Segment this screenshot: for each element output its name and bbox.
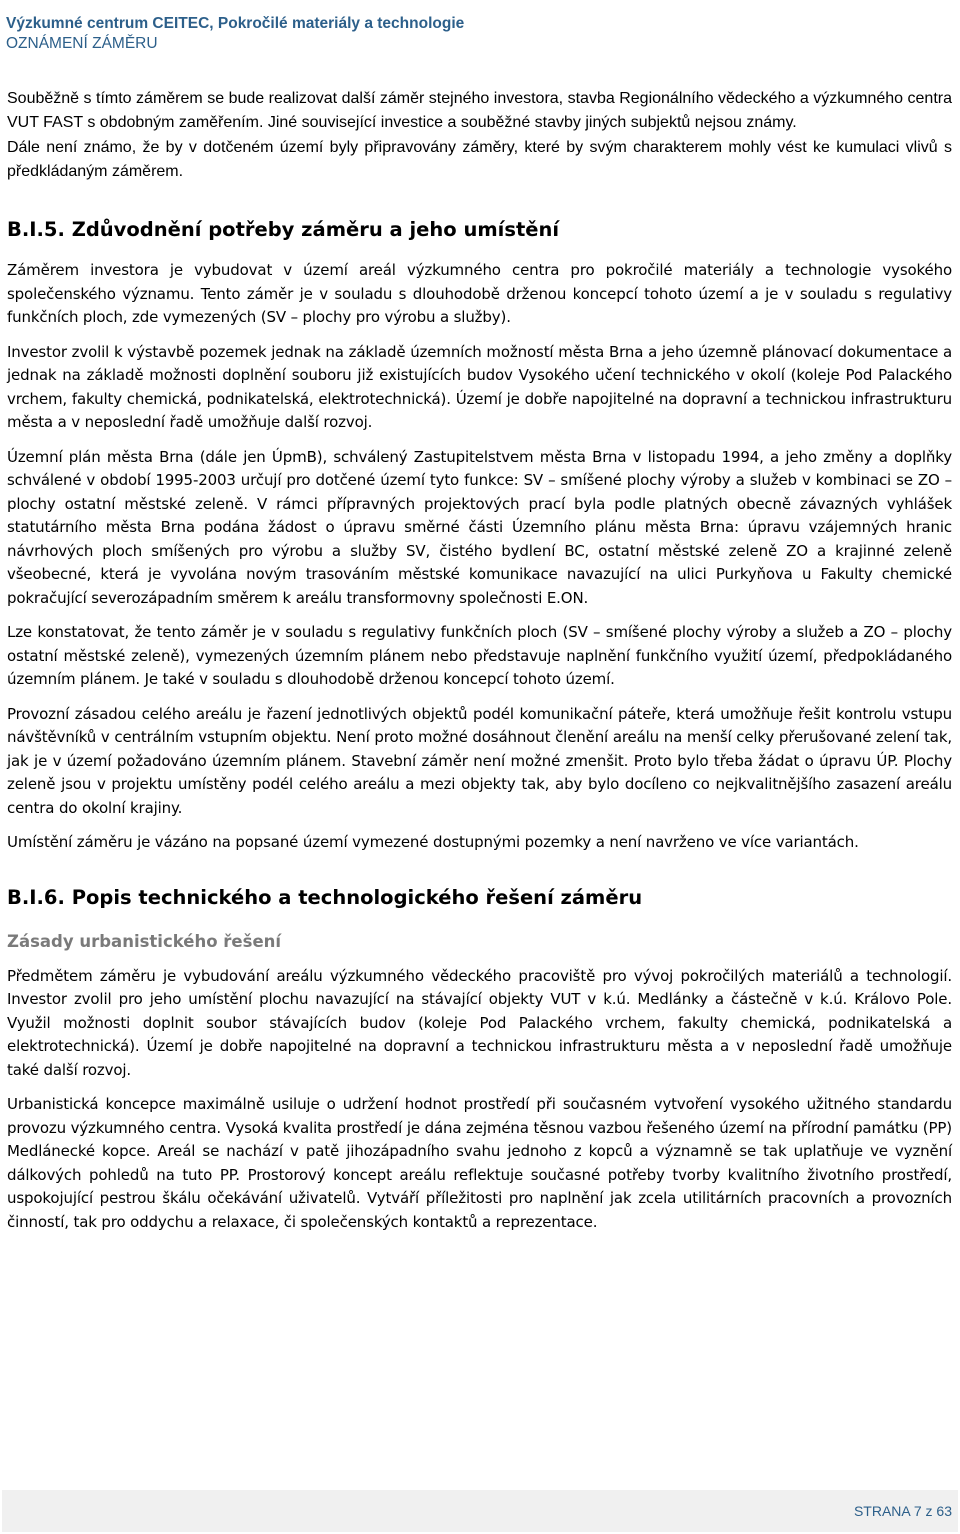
intro-paragraph-1: Souběžně s tímto záměrem se bude realizovat další záměr stejného investora, stavba Regionálního vědeckého a výzkumného centra VUT FAST s obdobným zaměřením. Jiné související investice a souběžné stavby jiných subjektů nejsou známy. xyxy=(7,90,952,131)
section-heading-b-i-5: B.I.5. Zdůvodnění potřeby záměru a jeho umístění xyxy=(7,218,560,241)
header-title: Výzkumné centrum CEITEC, Pokročilé materiály a technologie xyxy=(6,15,465,32)
section5-paragraph-1: Záměrem investora je vybudovat v území areál výzkumného centra pro pokročilé materiály a technologie vysokého společenského významu. Tento záměr je v souladu s dlouhodobě drženou koncepcí tohoto území a je v souladu s regulativy funkčních ploch, zde vymezených (SV – plochy pro výrobu a služby). xyxy=(7,261,952,326)
intro-paragraph-2: Dále není známo, že by v dotčeném území byly připravovány záměry, které by svým charakterem mohly vést ke kumulaci vlivů s předkládaným záměrem. xyxy=(7,139,952,180)
section-heading-b-i-6: B.I.6. Popis technického a technologického řešení záměru xyxy=(7,885,643,909)
page-header xyxy=(6,14,950,54)
section5-paragraph-2: Investor zvolil k výstavbě pozemek jednak na základě územních možností města Brna a jeho územně plánovací dokumentace a jednak na základě možnosti doplnění souboru již existujících budov Vysokého učení technického v okolí (koleje Pod Palackého vrchem, fakulty chemická, podnikatelská, elektrotechnická). Území je dobře napojitelné na dopravní a technickou infrastrukturu města a v neposlední řadě umožňuje další rozvoj. xyxy=(7,342,952,431)
section5-paragraph-4: Lze konstatovat, že tento záměr je v souladu s regulativy funkčních ploch (SV – smíšené plochy výroby a služeb a ZO – plochy ostatní městské zeleně), vymezených územním plánem nebo představuje naplnění funkčního využití území, předpokládaného územním plánem. Je také v souladu s dlouhodobě drženou koncepcí tohoto území. xyxy=(7,623,952,688)
page-number: STRANA 7 z 63 xyxy=(853,1503,952,1519)
section5-paragraph-6: Umístění záměru je vázáno na popsané území vymezené dostupnými pozemky a není navrženo ve více variantách. xyxy=(7,833,859,851)
section6-paragraph-2: Urbanistická koncepce maximálně usiluje o udržení hodnot prostředí při současném vytvoření vysokého užitného standardu provozu výzkumného centra. Vysoká kvalita prostředí je dána zejména těsnou vazbou řešeného území na přírodní památku (PP) Medlánecké kopce. Areál se nachází v patě jihozápadního svahu jednoho z kopců a významně se tak uplatňuje ve vyznění dálkových pohledů na tuto PP. Prostorový koncept areálu reflektuje současné potřeby tvorby kvalitního životního prostředí, uspokojující pestrou škálu očekávání uživatelů. Vytváří příležitosti pro naplnění jak zcela utilitárních pracovních a provozních činností, tak pro oddychu a relaxace, či společenských kontaktů a reprezentace. xyxy=(7,1095,952,1231)
section6-paragraph-1: Předmětem záměru je vybudování areálu výzkumného vědeckého pracoviště pro vývoj pokročilých materiálů a technologií. Investor zvolil pro jeho umístění plochu navazující na stávající objekty VUT v k.ú. Medlánky a částečně v k.ú. Královo Pole. Využil možnosti doplnit soubor stávajících budov (koleje Pod Palackého vrchem, fakulty chemická, podnikatelská a elektrotechnická). Území je dobře napojitelné na dopravní a technickou infrastrukturu města a v neposlední řadě umožňuje také další rozvoj. xyxy=(7,966,952,1079)
header-subtitle: OZNÁMENÍ ZÁMĚRU xyxy=(6,35,158,52)
page-footer xyxy=(2,1490,958,1532)
document-body xyxy=(7,87,952,1234)
subheading-urbanisticke-reseni: Zásady urbanistického řešení xyxy=(7,931,282,951)
section5-paragraph-5: Provozní zásadou celého areálu je řazení jednotlivých objektů podél komunikační páteře, která umožňuje řešit kontrolu vstupu návštěvníků v centrálním vstupním objektu. Není proto možné dosáhnout členění areálu na menší celky přerušované zelení tak, jak je v území požadováno územním plánem. Stavební záměr není možné zmenšit. Proto bylo třeba žádat o úpravu ÚP. Plochy zeleně jsou v projektu umístěny podél celého areálu a mezi objekty tak, aby bylo docíleno co nejkvalitnějšího zasazení areálu centra do okolní krajiny. xyxy=(7,704,952,817)
section5-paragraph-3: Územní plán města Brna (dále jen ÚpmB), schválený Zastupitelstvem města Brna v listopadu 1994, a jeho změny a doplňky schválené v období 1995-2003 určují pro dotčené území tyto funkce: SV – smíšené plochy výroby a služeb v kombinaci se ZO – plochy ostatní městské zeleně. V rámci přípravných projektových prací byla podle platných obecně závazných vyhlášek statutárního města Brna podána žádost o úpravu směrné části Územního plánu města Brna: úpravu vzájemných hranic návrhových ploch smíšených pro výrobu a služby SV, čistého bydlení BC, ostatní městské zeleně ZO a krajinné zeleně všeobecné, která je vyvolána novým trasováním městské komunikace navazující na ulici Purkyňova u Fakulty chemické pokračující severozápadním směrem k areálu transformovny společnosti E.ON. xyxy=(7,447,952,607)
